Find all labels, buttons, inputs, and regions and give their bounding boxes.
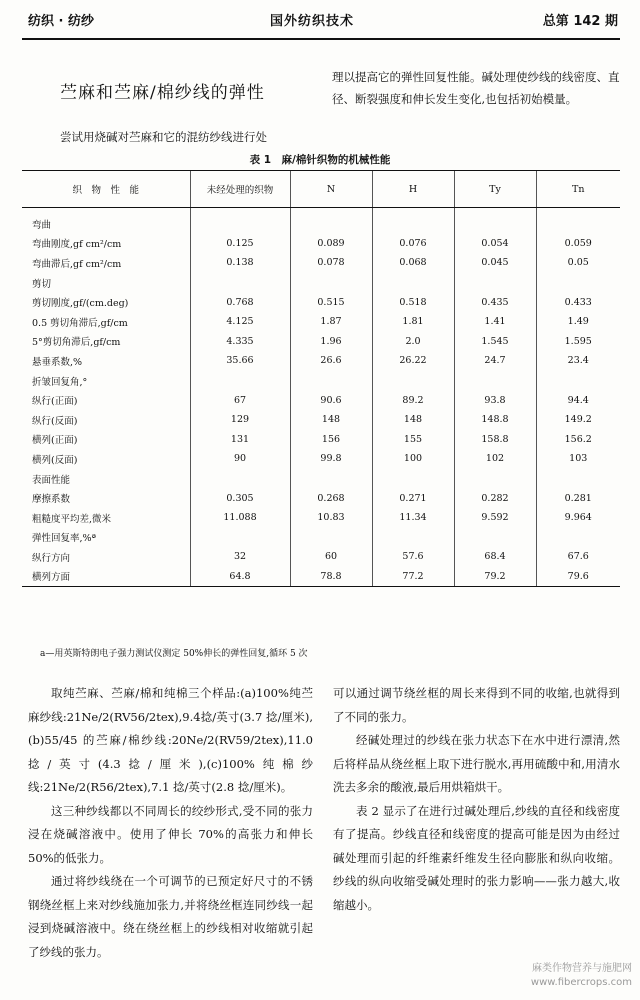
property-label: 纵行方向 [32,552,71,564]
property-value [190,208,290,234]
property-value [290,208,372,234]
property-value: 156 [290,430,372,450]
table-row [22,371,620,391]
property-value: 0.268 [290,488,372,508]
property-value: 0.435 [454,292,536,312]
property-value: 102 [454,449,536,469]
running-header [0,0,640,38]
property-label: 弯曲刚度,gf cm²/cm [32,239,122,251]
property-value: 0.281 [536,488,620,508]
property-value [454,528,536,548]
property-value: 60 [290,547,372,567]
table-row [22,430,620,450]
property-value: 1.49 [536,312,620,332]
table-row [22,312,620,332]
property-value: 32 [190,547,290,567]
property-value [190,273,290,293]
property-value: 1.595 [536,332,620,352]
property-value [190,469,290,489]
property-value [536,371,620,391]
property-value: 26.22 [372,351,454,371]
property-value: 11.34 [372,508,454,528]
property-value: 100 [372,449,454,469]
property-label: 横列(反面) [32,454,78,466]
property-label: 0.5 剪切角滞后,gf/cm [32,317,128,329]
property-label: 弹性回复率,%ª [32,533,97,545]
property-value: 148.8 [454,410,536,430]
property-value [536,469,620,489]
property-value: 77.2 [372,567,454,587]
article-title: 苎麻和苎麻/棉纱线的弹性 [60,83,265,103]
property-value: 1.41 [454,312,536,332]
property-value: 26.6 [290,351,372,371]
property-label: 剪切 [32,278,52,290]
paragraph: 表 2 显示了在进行过碱处理后,纱线的直径和线密度有了提高。纱线直径和线密度的提高可能是因为由经过碱处理而引起的纤维素纤维发生径向膨胀和纵向收缩。纱线的纵向收缩受碱处理时的张力影响——张力越大,收缩越小。 [333,803,620,912]
table-row [22,390,620,410]
table-row [22,253,620,273]
table-row [22,208,620,234]
table-row [22,528,620,548]
property-value [190,528,290,548]
property-value: 0.271 [372,488,454,508]
property-value [372,208,454,234]
property-value: 1.545 [454,332,536,352]
column-header: 织 物 性 能 [22,171,190,208]
property-value [454,208,536,234]
property-label: 弯曲 [32,219,52,231]
property-label: 纵行(反面) [32,415,78,427]
property-label: 弯曲滞后,gf cm²/cm [32,258,122,270]
property-value: 0.518 [372,292,454,312]
property-value: 0.433 [536,292,620,312]
body-right-column [333,682,620,917]
property-value: 67.6 [536,547,620,567]
property-label: 摩擦系数 [32,494,71,506]
property-value [454,469,536,489]
property-value: 149.2 [536,410,620,430]
property-value: 1.87 [290,312,372,332]
property-label: 折皱回复角,° [32,376,88,388]
property-value: 24.7 [454,351,536,371]
property-value [372,469,454,489]
property-label: 横列方面 [22,567,190,587]
property-value [372,528,454,548]
property-value: 93.8 [454,390,536,410]
property-value: 148 [372,410,454,430]
property-value: 0.125 [190,234,290,254]
property-value: 11.088 [190,508,290,528]
property-value: 0.089 [290,234,372,254]
property-value: 2.0 [372,332,454,352]
property-value: 90 [190,449,290,469]
property-value: 0.078 [290,253,372,273]
table-row [22,273,620,293]
intro-right: 理以提高它的弹性回复性能。碱处理使纱线的线密度、直径、断裂强度和伸长发生变化,也包括初始模量。 [332,70,620,106]
property-value: 156.2 [536,430,620,450]
paragraph: 通过将纱线绕在一个可调节的已预定好尺寸的不锈钢绕丝框上来对纱线施加张力,并将绕丝框连同纱线一起浸到烧碱溶液中。绕在绕丝框上的纱线相对收缩就引起了纱线的张力。 [28,874,313,959]
property-value: 0.059 [536,234,620,254]
property-value [372,371,454,391]
property-value: 0.05 [536,253,620,273]
property-label: 5°剪切角滞后,gf/cm [32,337,121,349]
property-label: 悬垂系数,% [32,356,83,368]
property-label: 横列(正面) [32,435,78,447]
mechanical-properties-table [22,170,620,587]
property-value: 35.66 [190,351,290,371]
property-value: 4.335 [190,332,290,352]
property-value: 94.4 [536,390,620,410]
property-value: 0.068 [372,253,454,273]
watermark-line: www.fibercrops.com [530,977,632,988]
column-header: N [290,171,372,208]
property-value: 1.96 [290,332,372,352]
property-value: 79.6 [536,567,620,587]
property-value: 0.045 [454,253,536,273]
property-value: 9.592 [454,508,536,528]
paragraph: 取纯苎麻、苎麻/棉和纯棉三个样品:(a)100%纯苎麻纱线:21Ne/2(RV56/2tex),9.4捻/英寸(3.7 捻/厘米),(b)55/45 的苎麻/棉纱线:20Ne/2(RV59/2tex),11.0 捻/英寸(4.3捻/厘米),(c)100%纯棉纱线:21Ne/2(R56/2tex),7.1 捻/英寸(2.8 捻/厘米)。 [28,686,313,794]
section-label: 纺织 · 纺纱 [28,14,94,29]
property-value: 90.6 [290,390,372,410]
property-value [290,371,372,391]
body-left-column [28,682,313,964]
property-value [290,469,372,489]
table-row [22,292,620,312]
property-value: 129 [190,410,290,430]
paragraph: 这三种纱线都以不同周长的绞纱形式,受不同的张力浸在烧碱溶液中。使用了伸长 70%的高张力和伸长 50%的低张力。 [28,803,313,865]
property-value: 99.8 [290,449,372,469]
property-value: 0.768 [190,292,290,312]
property-label: 剪切刚度,gf/(cm.deg) [32,298,129,310]
table-row [22,332,620,352]
table-row [22,508,620,528]
property-value [454,273,536,293]
property-value: 158.8 [454,430,536,450]
property-value: 103 [536,449,620,469]
table-row [22,547,620,567]
property-value: 0.515 [290,292,372,312]
property-label: 表面性能 [32,474,71,486]
property-value: 78.8 [290,567,372,587]
property-value: 0.054 [454,234,536,254]
property-value: 64.8 [190,567,290,587]
property-value [290,273,372,293]
property-value: 148 [290,410,372,430]
table-row [22,410,620,430]
property-value: 10.83 [290,508,372,528]
intro-left: 尝试用烧碱对苎麻和它的混纺纱线进行处 [60,130,267,144]
property-value [290,528,372,548]
column-header: Tn [536,171,620,208]
column-header: H [372,171,454,208]
table-row [22,567,620,587]
property-value: 68.4 [454,547,536,567]
property-value: 79.2 [454,567,536,587]
property-value: 57.6 [372,547,454,567]
watermark-line: 麻类作物营养与施肥网 [532,963,632,974]
property-label: 纵行(正面) [32,396,78,408]
property-value: 89.2 [372,390,454,410]
property-value: 0.282 [454,488,536,508]
property-label: 粗糙度平均差,微米 [32,513,112,525]
property-value: 131 [190,430,290,450]
table-footnote: a—用英斯特朗电子强力测试仪测定 50%伸长的弹性回复,循环 5 次 [40,649,308,659]
table-caption: 表 1 麻/棉针织物的机械性能 [249,154,391,166]
column-header: 未经处理的织物 [190,171,290,208]
property-value [454,371,536,391]
property-value: 0.076 [372,234,454,254]
issue-number: 总第 142 期 [542,14,618,29]
watermark [531,962,632,990]
property-value: 0.138 [190,253,290,273]
property-value [536,208,620,234]
column-header: Ty [454,171,536,208]
paragraph: 经碱处理过的纱线在张力状态下在水中进行漂清,然后将样品从绕丝框上取下进行脱水,再用硫酸中和,用清水洗去多余的酸液,最后用烘箱烘干。 [333,733,620,794]
table-row [22,351,620,371]
property-value [536,528,620,548]
property-value: 4.125 [190,312,290,332]
property-value: 0.305 [190,488,290,508]
property-value: 155 [372,430,454,450]
property-value: 1.81 [372,312,454,332]
paragraph: 可以通过调节绕丝框的周长来得到不同的收缩,也就得到了不同的张力。 [333,686,620,724]
table-row [22,469,620,489]
property-value [536,273,620,293]
property-value: 23.4 [536,351,620,371]
journal-name: 国外纺织技术 [270,14,355,29]
property-value [372,273,454,293]
table-row [22,234,620,254]
table-row [22,488,620,508]
property-value: 9.964 [536,508,620,528]
header-rule [22,38,620,40]
property-value: 67 [190,390,290,410]
property-value [190,371,290,391]
table-row [22,449,620,469]
